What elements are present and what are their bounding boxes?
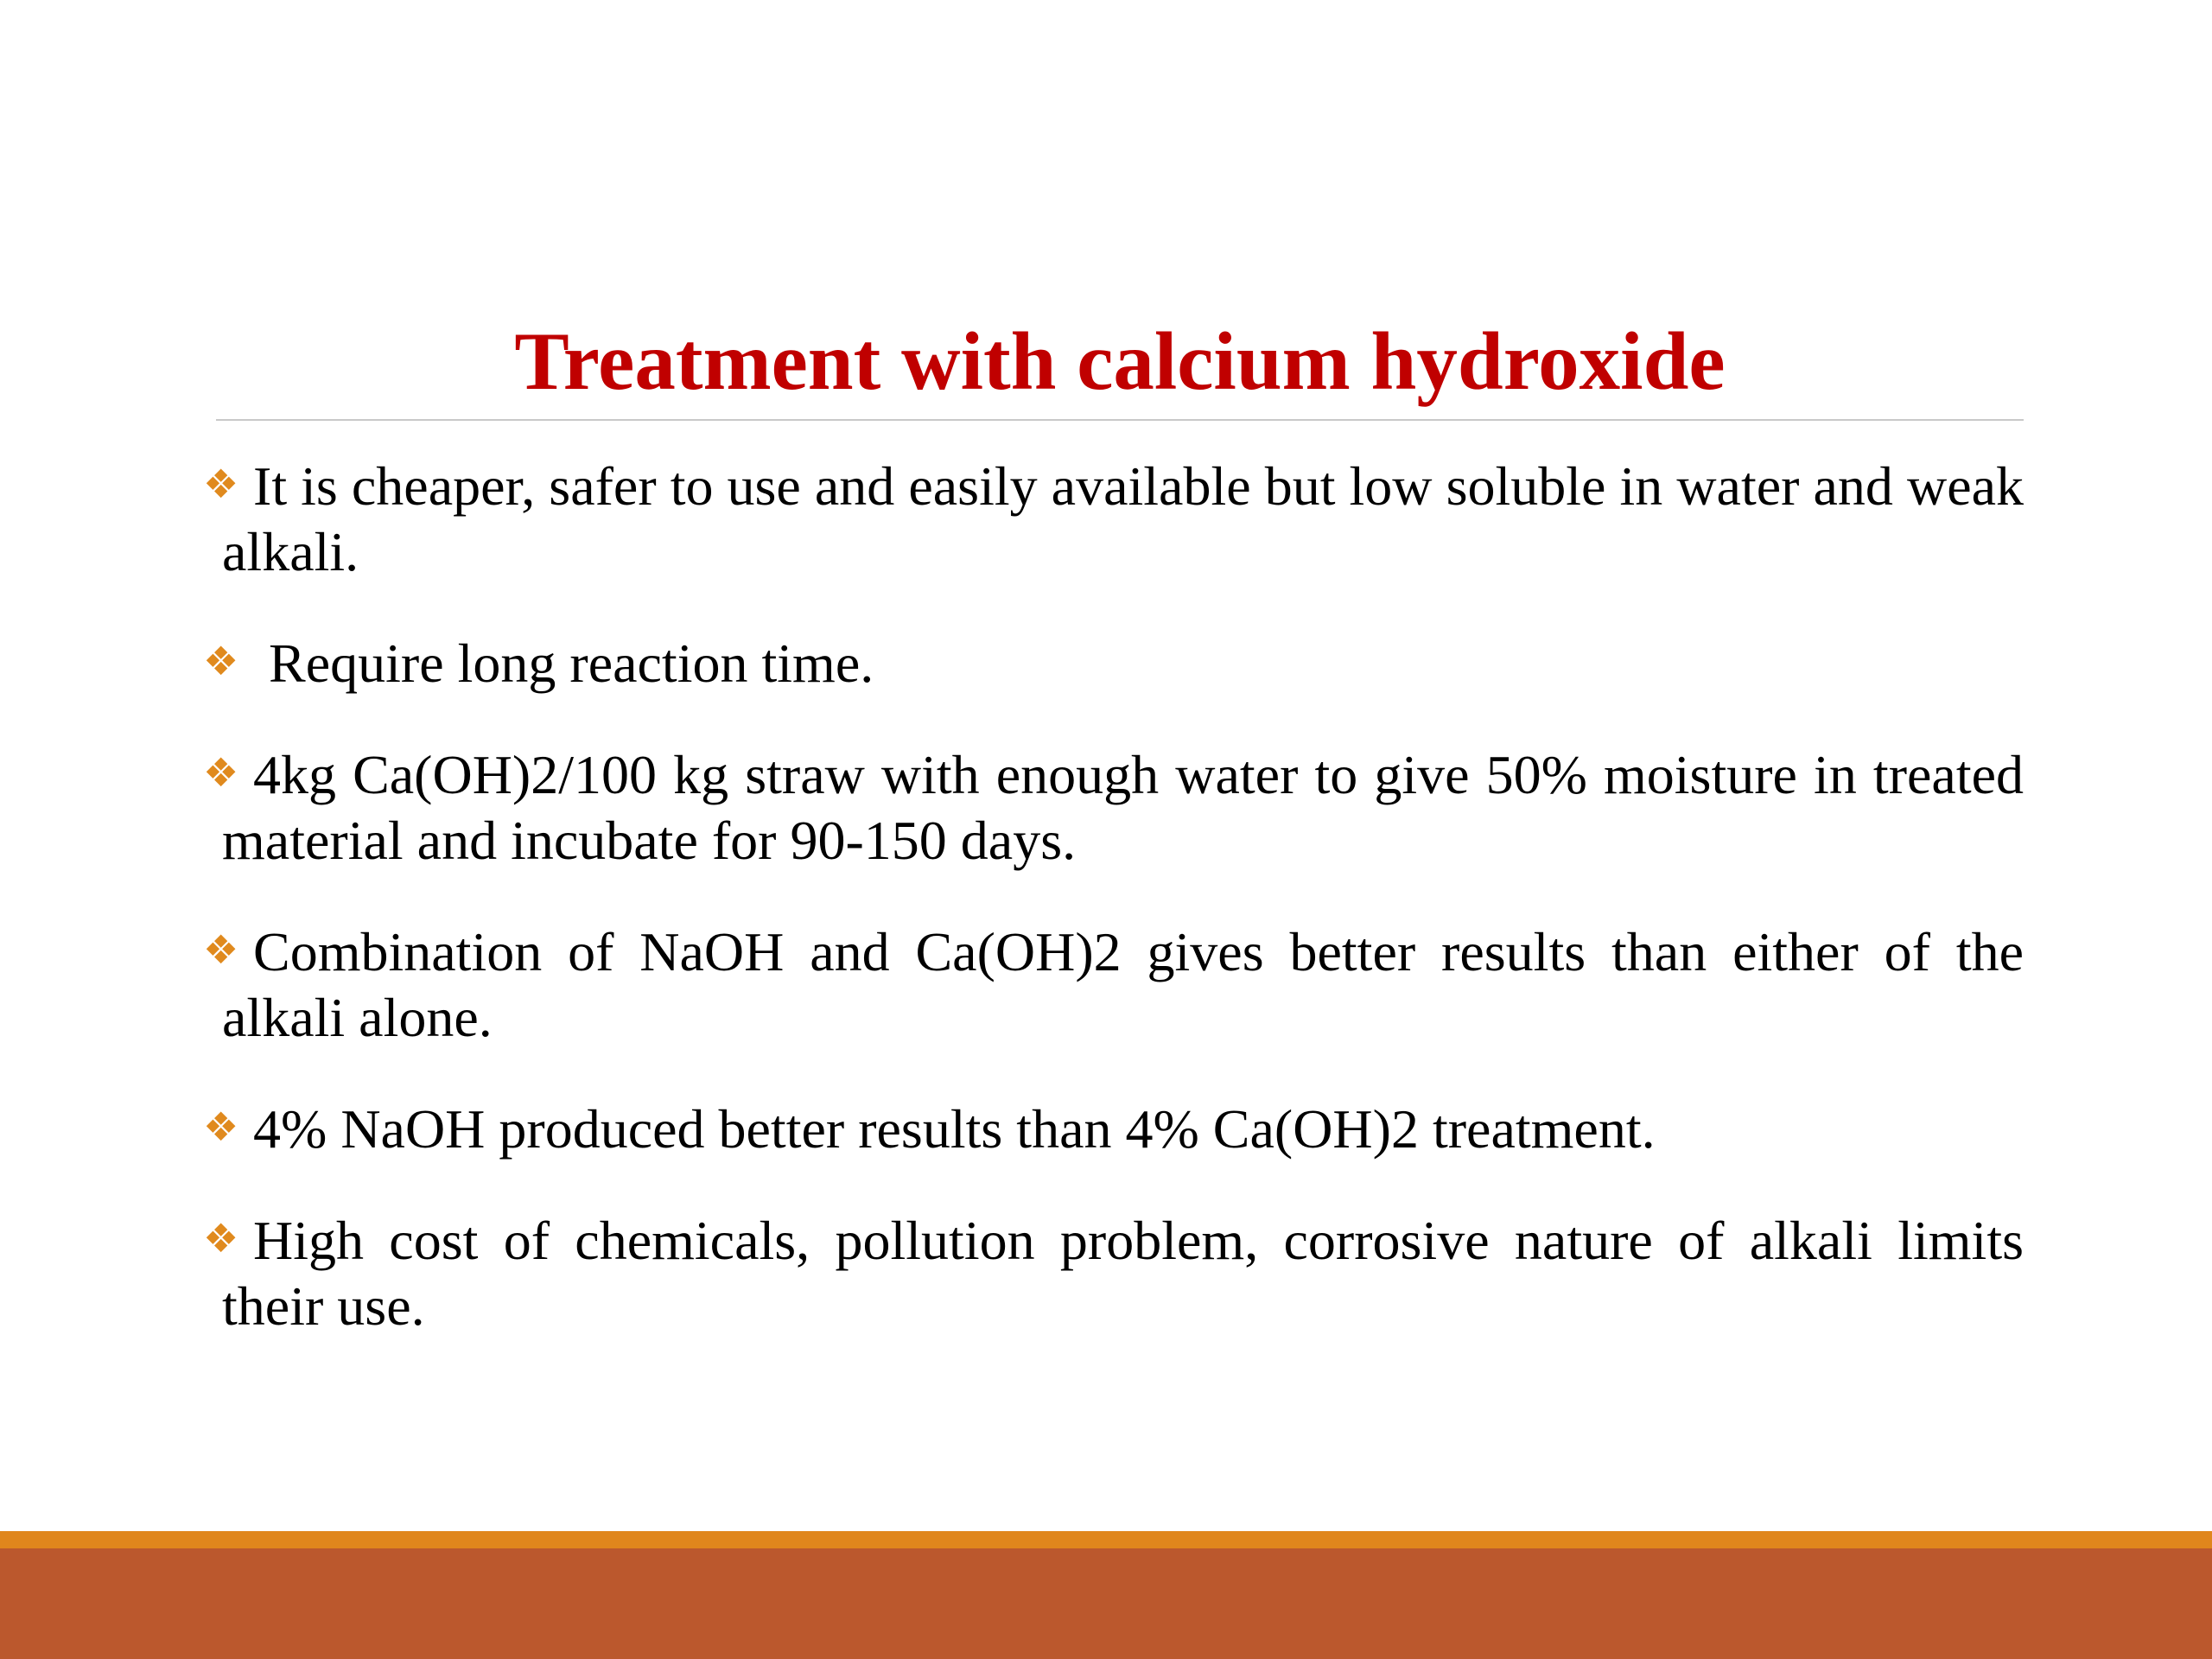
title-divider: [216, 419, 2024, 421]
diamond-cluster-icon: ❖: [203, 749, 239, 796]
bullet-text: 4% NaOH produced better results than 4% Ca(OH)2 treatment.: [253, 1098, 1656, 1160]
bullet-text: It is cheaper, safer to use and easily available but low soluble in water and weak alkali.: [222, 455, 2024, 582]
footer-bar: [0, 1548, 2212, 1659]
bullet-item: [203, 917, 2024, 1051]
diamond-cluster-icon: ❖: [203, 1215, 239, 1262]
bullet-item: [203, 451, 2024, 585]
bullet-item: [203, 1094, 2024, 1162]
diamond-cluster-icon: ❖: [203, 926, 239, 973]
footer-accent-stripe: [0, 1531, 2212, 1548]
bullet-item: [203, 1205, 2024, 1339]
diamond-cluster-icon: ❖: [203, 461, 239, 507]
slide-title: Treatment with calcium hydroxide: [514, 315, 1726, 407]
bullet-text: Require long reaction time.: [269, 632, 874, 694]
bullet-text: Combination of NaOH and Ca(OH)2 gives better results than either of the alkali alone.: [222, 921, 2024, 1048]
bullet-text: 4kg Ca(OH)2/100 kg straw with enough water to give 50% moisture in treated material and incubate for 90-150 days.: [222, 744, 2024, 871]
bullet-item: [203, 628, 2024, 696]
bullet-item: [203, 740, 2024, 874]
diamond-cluster-icon: ❖: [203, 1103, 239, 1150]
diamond-cluster-icon: ❖: [203, 638, 239, 684]
bullet-list: [203, 451, 2024, 1382]
bullet-text: High cost of chemicals, pollution problem, corrosive nature of alkali limits their use.: [222, 1210, 2024, 1337]
